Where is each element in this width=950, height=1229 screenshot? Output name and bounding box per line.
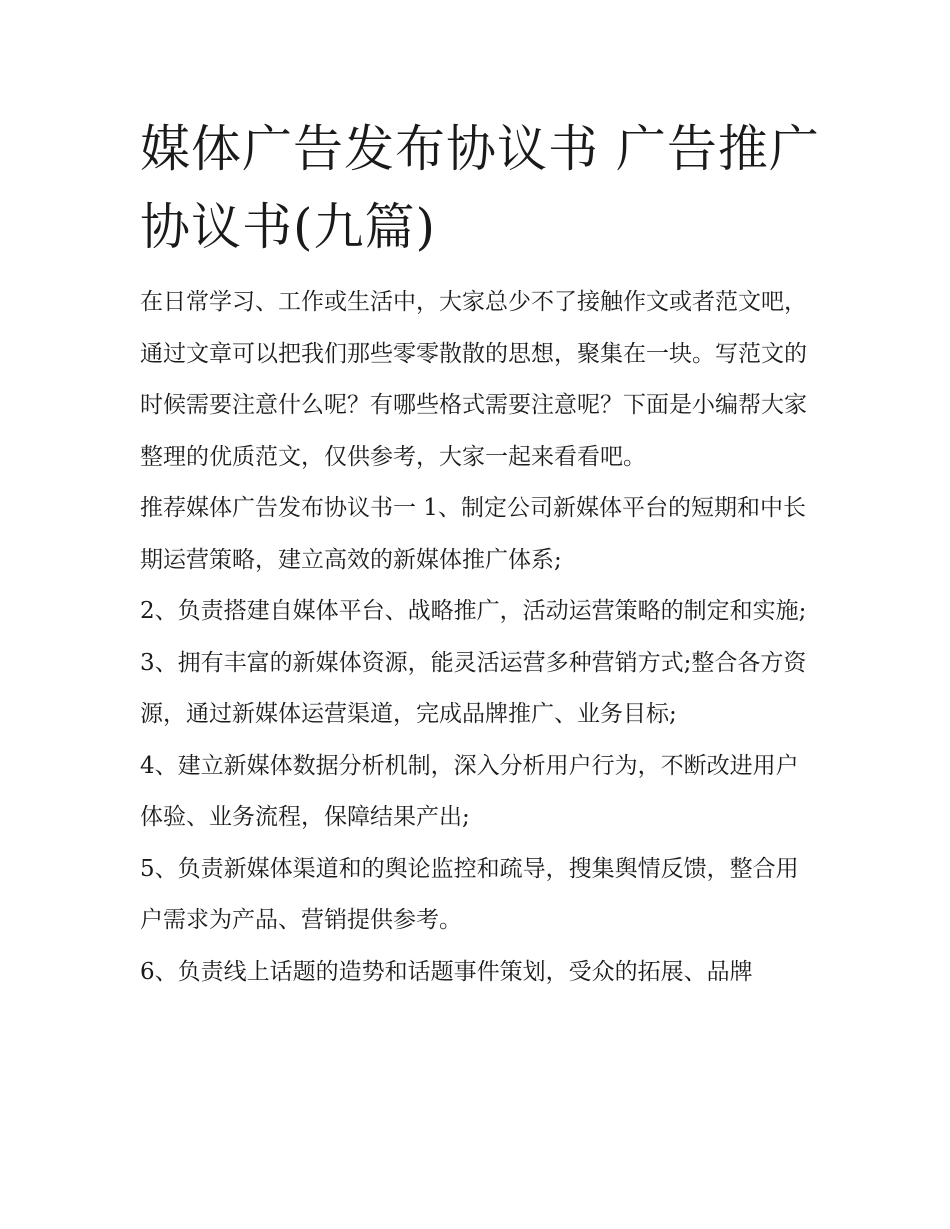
list-item-6: 6、负责线上话题的造势和话题事件策划，受众的拓展、品牌 (140, 958, 753, 985)
list-item-3: 3、拥有丰富的新媒体资源，能灵活运营多种营销方式;整合各方资源，通过新媒体运营渠道，完成品牌推广、业务目标; (140, 649, 807, 727)
list-item-5: 5、负责新媒体渠道和的舆论监控和疏导，搜集舆情反馈，整合用户需求为产品、营销提供参考。 (140, 855, 799, 933)
document-body (140, 277, 816, 998)
list-item-2: 2、负责搭建自媒体平台、战略推广，活动运营策略的制定和实施; (140, 598, 807, 624)
list-item-4: 4、建立新媒体数据分析机制，深入分析用户行为，不断改进用户体验、业务流程，保障结果产出; (140, 752, 799, 830)
list-item-1: 推荐媒体广告发布协议书一 1、制定公司新媒体平台的短期和中长期运营策略，建立高效的新媒体推广体系; (140, 495, 806, 573)
document-title: 媒体广告发布协议书 广告推广协议书(九篇) (140, 120, 820, 256)
intro-paragraph: 在日常学习、工作或生活中，大家总少不了接触作文或者范文吧，通过文章可以把我们那些零零散散的思想，聚集在一块。写范文的时候需要注意什么呢？有哪些格式需要注意呢？下面是小编帮大家整理的优质范文，仅供参考，大家一起来看看吧。 (140, 289, 807, 470)
